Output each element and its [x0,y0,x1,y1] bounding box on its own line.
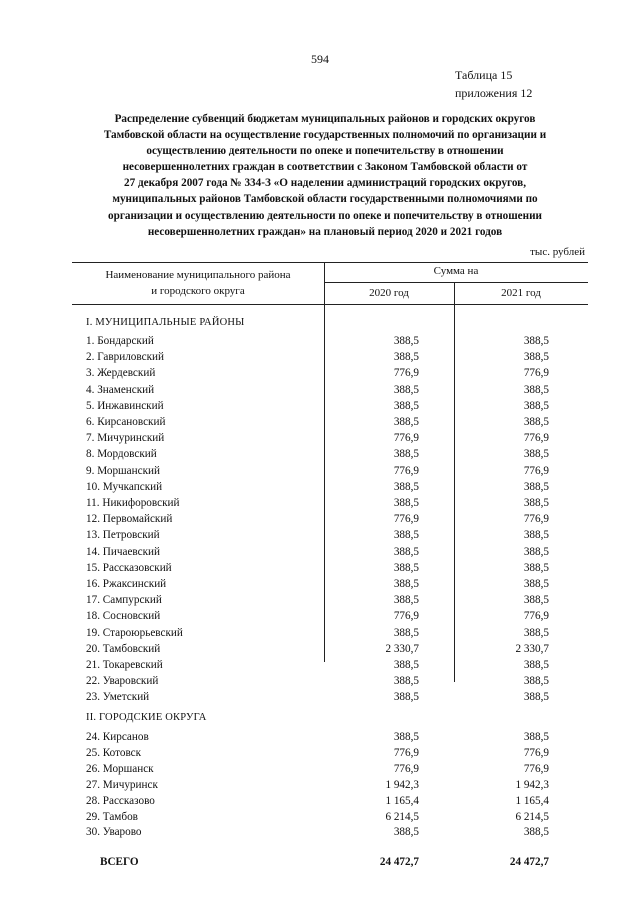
row-name: 30. Уварово [86,826,142,839]
row-value-2021: 388,5 [523,383,549,396]
table-row [0,826,640,842]
table-row [0,513,640,529]
row-value-2021: 776,9 [523,746,549,759]
row-name: 19. Староюрьевский [86,626,183,639]
row-value-2021: 388,5 [523,691,549,704]
row-value-2020: 388,5 [393,691,419,704]
row-value-2020: 388,5 [393,545,419,558]
row-value-2020: 2 330,7 [385,642,419,655]
table-row [0,465,640,481]
row-value-2020: 388,5 [393,675,419,688]
header-name-line2: и городского округа [151,285,245,297]
row-value-2020: 388,5 [393,383,419,396]
row-value-2020: 388,5 [393,578,419,590]
row-value-2021: 2 330,7 [515,642,549,655]
title-line: несовершеннолетних граждан» на плановый период 2020 и 2021 годов [147,225,503,238]
total-label: ВСЕГО [100,856,139,868]
row-name: 7. Мичуринский [86,432,165,445]
row-value-2021: 388,5 [523,545,549,558]
title-line: муниципальных районов Тамбовской области государственными полномочиями по [112,193,538,206]
row-name: 13. Петровский [86,529,160,542]
table-row [0,795,640,811]
table-row [0,675,640,691]
total-row [0,856,640,872]
section-districts: I. МУНИЦИПАЛЬНЫЕ РАЙОНЫ [86,317,245,328]
row-value-2020: 388,5 [393,826,419,839]
total-2020: 24 472,7 [379,856,419,868]
row-name: 5. Инжавинский [86,399,164,412]
row-value-2020: 388,5 [393,448,419,461]
row-value-2021: 388,5 [523,826,549,839]
row-name: 4. Знаменский [86,383,155,396]
table-row [0,546,640,562]
row-value-2020: 388,5 [393,416,419,428]
row-value-2020: 388,5 [393,529,419,542]
row-value-2021: 776,9 [523,610,549,623]
table-row [0,811,640,827]
header-sub-border [324,282,588,283]
table-row [0,627,640,643]
appendix-label: приложения 12 [455,86,533,100]
row-value-2021: 6 214,5 [515,810,549,823]
row-value-2021: 388,5 [523,659,549,671]
header-sum: Сумма на [433,265,479,277]
row-name: 25. Котовск [86,746,142,759]
page-number: 594 [311,52,329,66]
row-name: 26. Моршанск [86,762,154,775]
row-value-2020: 1 165,4 [385,794,419,807]
table-row [0,351,640,367]
title-line: несовершеннолетних граждан в соответствии с Законом Тамбовской области от [122,161,528,174]
table-top-border [72,262,588,263]
row-value-2020: 388,5 [393,351,419,364]
title-line: Распределение субвенций бюджетам муниципальных районов и городских округов [114,113,536,125]
row-value-2021: 388,5 [523,731,549,743]
row-value-2021: 1 165,4 [515,794,549,807]
row-name: 12. Первомайский [86,513,173,526]
row-value-2020: 388,5 [393,480,419,493]
table-row [0,448,640,464]
row-value-2020: 6 214,5 [385,810,419,823]
row-value-2020: 776,9 [393,610,419,623]
row-value-2020: 388,5 [393,561,419,574]
row-value-2020: 388,5 [393,626,419,639]
row-name: 14. Пичаевский [86,545,160,558]
row-name: 9. Моршанский [86,464,160,477]
title-line: Тамбовской области на осуществление государственных полномочий по организации и [103,129,547,142]
table-row [0,731,640,747]
table-row [0,481,640,497]
units-label: тыс. рублей [530,246,585,258]
row-value-2021: 388,5 [523,626,549,639]
total-2021: 24 472,7 [509,856,549,868]
table-row [0,691,640,707]
row-value-2020: 776,9 [393,762,419,775]
row-value-2021: 776,9 [523,367,549,380]
header-year-2021: 2021 год [501,287,541,299]
table-row [0,659,640,675]
table-row [0,367,640,383]
row-name: 1. Бондарский [86,335,154,347]
row-name: 10. Мучкапский [86,480,163,493]
row-value-2020: 388,5 [393,731,419,743]
table-row [0,416,640,432]
row-value-2021: 388,5 [523,416,549,428]
table-row [0,497,640,513]
table-row [0,335,640,351]
row-value-2021: 388,5 [523,351,549,364]
table-row [0,562,640,578]
table-row [0,578,640,594]
table-row [0,643,640,659]
row-value-2021: 388,5 [523,578,549,590]
header-name-line1: Наименование муниципального района [105,269,291,281]
row-value-2020: 388,5 [393,594,419,607]
row-value-2020: 388,5 [393,497,419,509]
title-line: организации и осуществлению деятельности по опеке и попечительству в отношении [108,209,542,222]
row-value-2020: 776,9 [393,746,419,759]
row-value-2020: 776,9 [393,513,419,526]
row-name: 28. Рассказово [86,794,155,807]
row-value-2020: 1 942,3 [385,778,419,791]
row-name: 2. Гавриловский [86,351,164,364]
row-name: 22. Уваровский [86,675,159,688]
table-row [0,400,640,416]
row-name: 27. Мичуринск [86,778,158,791]
row-name: 24. Кирсанов [86,731,149,743]
row-value-2021: 388,5 [523,529,549,542]
row-value-2021: 388,5 [523,675,549,688]
section-cities: II. ГОРОДСКИЕ ОКРУГА [86,712,207,723]
title-line: 27 декабря 2007 года № 334-З «О наделении администраций городских округов, [123,177,527,190]
row-name: 21. Токаревский [86,659,163,671]
row-value-2020: 776,9 [393,464,419,477]
row-name: 15. Рассказовский [86,561,172,574]
row-value-2021: 776,9 [523,513,549,526]
row-value-2020: 388,5 [393,399,419,412]
row-name: 20. Тамбовский [86,642,161,655]
row-value-2021: 388,5 [523,399,549,412]
row-value-2021: 388,5 [523,448,549,461]
row-value-2021: 776,9 [523,464,549,477]
row-value-2021: 1 942,3 [515,778,549,791]
row-name: 17. Сампурский [86,594,162,607]
row-name: 3. Жердевский [86,367,156,380]
row-value-2020: 776,9 [393,432,419,445]
row-value-2020: 388,5 [393,335,419,347]
title-line: осуществлению деятельности по опеке и попечительству в отношении [146,145,504,158]
document-title [75,111,575,240]
row-value-2021: 388,5 [523,594,549,607]
table-label: Таблица 15 [455,68,513,82]
table-row [0,594,640,610]
row-value-2020: 776,9 [393,367,419,380]
row-value-2021: 388,5 [523,335,549,347]
table-row [0,432,640,448]
row-name: 16. Ржаксинский [86,578,167,590]
row-name: 29. Тамбов [86,810,138,823]
table-row [0,610,640,626]
row-name: 18. Сосновский [86,610,161,623]
table-row [0,384,640,400]
row-value-2021: 388,5 [523,480,549,493]
row-value-2021: 776,9 [523,432,549,445]
table-row [0,779,640,795]
table-row [0,529,640,545]
row-value-2021: 388,5 [523,497,549,509]
table-row [0,747,640,763]
row-value-2020: 388,5 [393,659,419,671]
row-value-2021: 388,5 [523,561,549,574]
row-value-2021: 776,9 [523,762,549,775]
header-bottom-border [72,304,588,305]
table-row [0,763,640,779]
header-year-2020: 2020 год [369,287,409,299]
row-name: 6. Кирсановский [86,416,166,428]
row-name: 23. Уметский [86,691,150,704]
row-name: 11. Никифоровский [86,497,180,509]
row-name: 8. Мордовский [86,448,157,461]
